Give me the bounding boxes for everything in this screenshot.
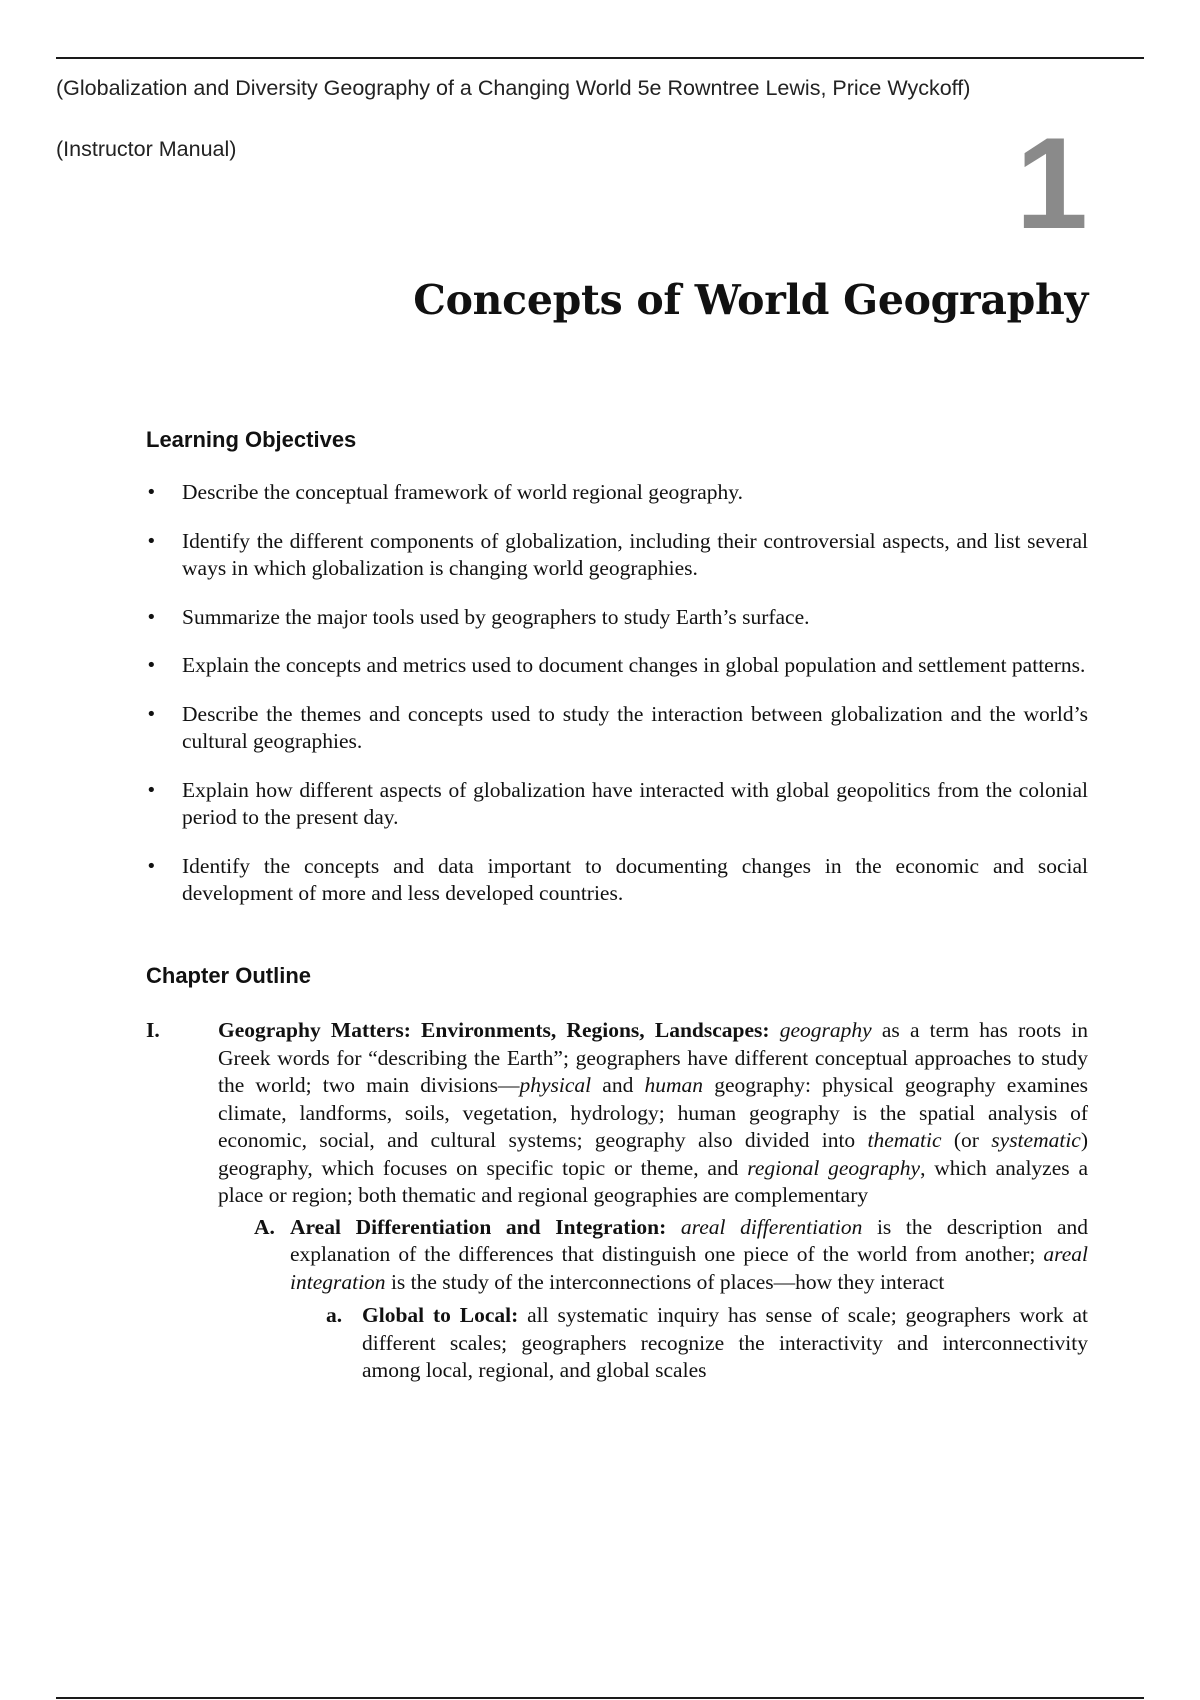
chapter-outline-heading: Chapter Outline: [146, 963, 312, 988]
objective-item: [146, 479, 1088, 507]
item-a-title: Global to Local:: [362, 1303, 519, 1327]
bullet-icon: •: [146, 779, 157, 801]
bullet-icon: •: [146, 482, 157, 503]
section-i-title: Geography Matters: Environments, Regions, Landscapes:: [218, 1018, 770, 1042]
objective-text: Explain how different aspects of globalization have interacted with global geopolitics from the colonial period to the present day.: [182, 777, 1088, 829]
term-thematic: thematic: [867, 1128, 942, 1152]
bullet-icon: •: [146, 703, 157, 725]
term-physical: physical: [519, 1073, 592, 1097]
objective-item: [146, 853, 1088, 908]
objective-text: Describe the themes and concepts used to study the interaction between globalization and the world’s cultural geographies.: [182, 701, 1088, 753]
subsection-a-title: Areal Differentiation and Integration:: [290, 1214, 667, 1239]
objective-item: [146, 701, 1088, 756]
bullet-icon: •: [146, 530, 157, 552]
objective-text: Describe the conceptual framework of world regional geography.: [182, 480, 743, 504]
learning-objectives-heading: Learning Objectives: [146, 427, 357, 452]
section-i-paragraph: [218, 1017, 1088, 1210]
outline-subsection-a: [254, 1214, 1088, 1385]
section-i-text: and: [591, 1073, 645, 1097]
objective-text: Identify the different components of globalization, including their controversial aspects, and list several ways in which globalization is changing world geographies.: [182, 528, 1088, 580]
objective-text: Summarize the major tools used by geographers to study Earth’s surface.: [182, 604, 810, 629]
section-i-text: ) geography, which focuses on specific topic or theme, and: [218, 1128, 1089, 1180]
subsection-a-paragraph: [290, 1214, 1088, 1297]
objective-item: [146, 652, 1088, 680]
bottom-rule: [56, 1697, 1144, 1699]
top-rule: [56, 57, 1144, 59]
term-geography: geography: [779, 1018, 872, 1042]
term-areal-integration: areal integration: [290, 1242, 1088, 1294]
chapter-number: 1: [1015, 110, 1088, 256]
section-i-text: as a term has roots in Greek words for “describing the Earth”; geographers have different conceptual approaches to study the world; two main divisions—: [218, 1018, 1088, 1097]
objective-item: [146, 777, 1088, 832]
term-regional-geography: regional geography: [747, 1155, 921, 1180]
subsection-a-text: is the study of the interconnections of places—how they interact: [385, 1269, 945, 1294]
item-a-text: all systematic inquiry has sense of scale; geographers work at different scales; geographers recognize the interactivity and interconnectivity among local, regional, and global scales: [362, 1303, 1088, 1382]
section-i-text: (or: [941, 1128, 992, 1152]
book-title: (Globalization and Diversity Geography of a Changing World 5e Rowntree Lewis, Price Wyckoff): [56, 76, 971, 100]
section-i-text: , which analyzes a place or region; both thematic and regional geographies are complementary: [218, 1155, 1088, 1207]
outline-section-i: [146, 1017, 1088, 1385]
bullet-icon: •: [146, 855, 157, 877]
bullet-icon: •: [146, 606, 157, 628]
term-areal-differentiation: areal differentiation: [680, 1214, 863, 1239]
subsection-a-text: is the description and explanation of the differences that distinguish one piece of the world from another;: [290, 1214, 1089, 1266]
term-human: human: [644, 1073, 704, 1097]
learning-objectives-list: [146, 479, 1088, 929]
objective-text: Explain the concepts and metrics used to document changes in global population and settlement patterns.: [182, 653, 1086, 677]
chapter-title: Concepts of World Geography: [413, 276, 1088, 324]
section-i-text: geography: physical geography examines climate, landforms, soils, vegetation, hydrology; human geography is the spatial analysis of economic, social, and cultural systems; geography also divided into: [218, 1073, 1088, 1152]
objective-item: [146, 604, 1088, 632]
subsection-marker: A.: [254, 1214, 275, 1239]
objective-text: Identify the concepts and data important to documenting changes in the economic and social development of more and less developed countries.: [182, 853, 1088, 905]
manual-label: (Instructor Manual): [56, 137, 237, 161]
item-marker: a.: [326, 1303, 343, 1327]
item-a-paragraph: [362, 1302, 1088, 1385]
bullet-icon: •: [146, 655, 157, 676]
objective-item: [146, 528, 1088, 583]
term-systematic: systematic: [991, 1128, 1081, 1152]
outline-item-a: [326, 1302, 1088, 1385]
section-marker: I.: [146, 1018, 160, 1042]
